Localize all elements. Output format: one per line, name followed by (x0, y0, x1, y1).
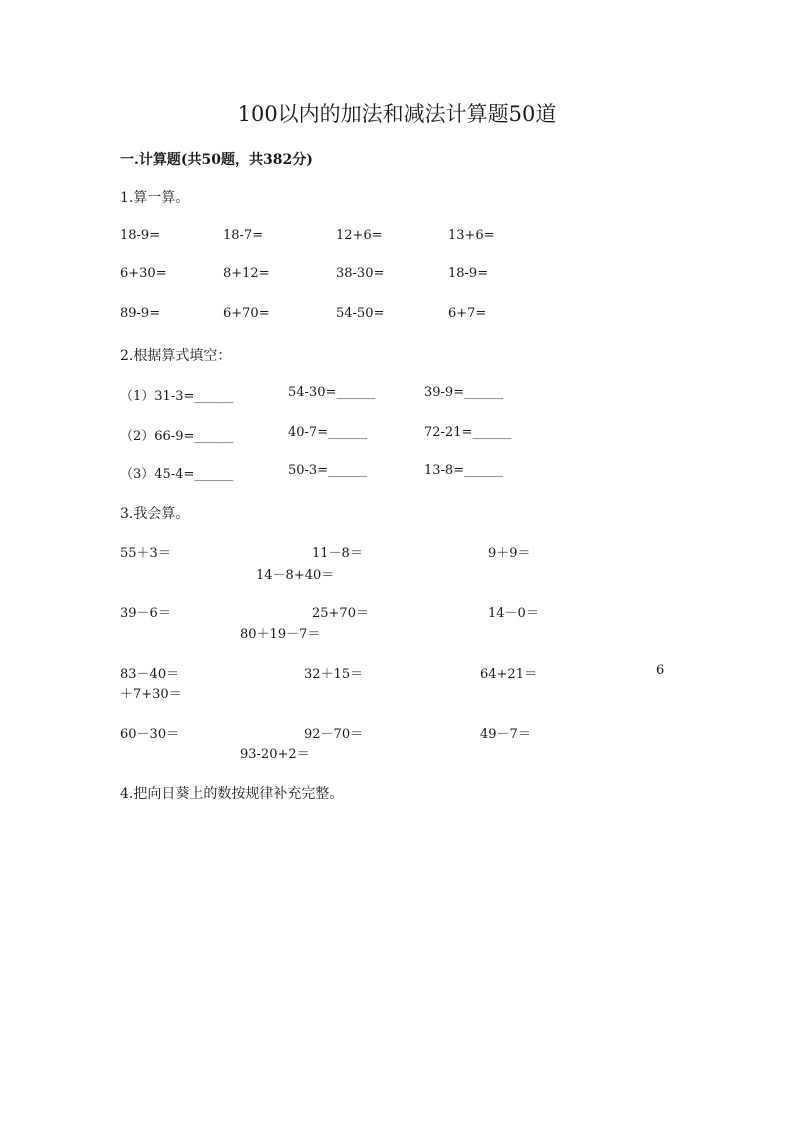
q1-expression: 89-9= (120, 306, 161, 321)
q1-expression: 6+7= (448, 306, 487, 321)
section-heading: 一.计算题(共50题，共382分) (120, 152, 313, 168)
q3-expression: 92－70＝ (304, 727, 364, 742)
q1-expression: 8+12= (223, 266, 270, 281)
q1-expression: 12+6= (336, 228, 383, 243)
question-3-label: 3.我会算。 (120, 506, 190, 522)
q3-expression: 93-20+2＝ (240, 747, 310, 762)
page-title: 100以内的加法和减法计算题50道 (237, 102, 557, 126)
q2-fill-blank: （1）31-3=______ (120, 389, 234, 404)
q3-expression: 55＋3＝ (120, 546, 171, 561)
q1-expression: 18-7= (223, 228, 264, 243)
question-2-label: 2.根据算式填空： (120, 348, 232, 364)
q3-expression: 80＋19－7＝ (240, 627, 321, 642)
q3-expression: 6 (656, 663, 665, 678)
q1-expression: 38-30= (336, 266, 385, 281)
q3-expression: 60－30＝ (120, 727, 180, 742)
q2-fill-blank: 72-21=______ (424, 425, 512, 440)
q3-expression: 25+70＝ (312, 606, 369, 621)
q3-expression: 14－8+40＝ (256, 568, 335, 583)
q2-fill-blank: （3）45-4=______ (120, 467, 234, 482)
q3-expression: 14－0＝ (488, 606, 539, 621)
q2-fill-blank: 50-3=______ (288, 463, 368, 478)
question-4-label: 4.把向日葵上的数按规律补充完整。 (120, 786, 344, 802)
q1-expression: 6+30= (120, 266, 167, 281)
q3-expression: 83－40＝ (120, 667, 180, 682)
q1-expression: 13+6= (448, 228, 495, 243)
q2-fill-blank: 54-30=______ (288, 385, 376, 400)
q3-expression: 39－6＝ (120, 606, 171, 621)
q3-expression: 11－8＝ (312, 546, 363, 561)
q2-fill-blank: 13-8=______ (424, 463, 504, 478)
q3-expression: 32＋15＝ (304, 667, 364, 682)
q2-fill-blank: （2）66-9=______ (120, 429, 234, 444)
q1-expression: 18-9= (120, 228, 161, 243)
q1-expression: 6+70= (223, 306, 270, 321)
q3-expression: 64+21＝ (480, 667, 537, 682)
q1-expression: 18-9= (448, 266, 489, 281)
q3-expression: 9＋9＝ (488, 546, 531, 561)
q2-fill-blank: 40-7=______ (288, 425, 368, 440)
q3-expression: ＋7+30＝ (120, 687, 182, 702)
question-1-label: 1.算一算。 (120, 190, 190, 206)
q3-expression: 49－7＝ (480, 727, 531, 742)
q2-fill-blank: 39-9=______ (424, 385, 504, 400)
q1-expression: 54-50= (336, 306, 385, 321)
